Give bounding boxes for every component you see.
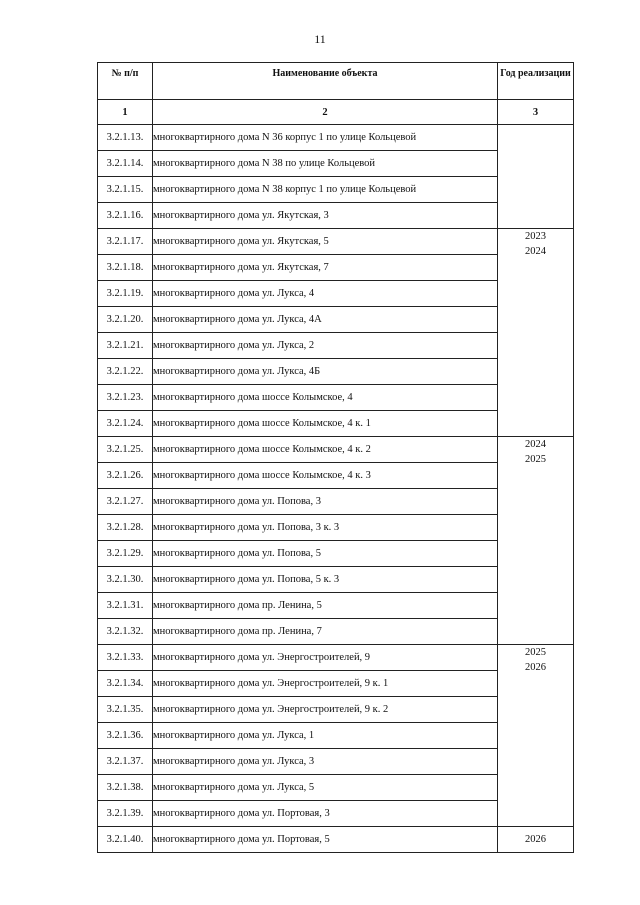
column-number-2: 2 — [153, 100, 498, 125]
row-number: 3.2.1.39. — [98, 801, 153, 827]
row-number: 3.2.1.13. — [98, 125, 153, 151]
object-name: многоквартирного дома ул. Портовая, 3 — [153, 801, 498, 827]
year-cell — [498, 437, 574, 645]
year-cell — [498, 645, 574, 827]
year-value: 2026 — [525, 834, 546, 845]
object-name: многоквартирного дома ул. Энергостроителей, 9 — [153, 645, 498, 671]
table-row — [98, 827, 574, 853]
header-row — [98, 63, 574, 100]
row-number: 3.2.1.35. — [98, 697, 153, 723]
row-number: 3.2.1.23. — [98, 385, 153, 411]
object-name: многоквартирного дома ул. Якутская, 5 — [153, 229, 498, 255]
object-name: многоквартирного дома ул. Лукса, 2 — [153, 333, 498, 359]
header-object-name: Наименование объекта — [153, 63, 498, 100]
row-number: 3.2.1.30. — [98, 567, 153, 593]
row-number: 3.2.1.15. — [98, 177, 153, 203]
year-cell — [498, 229, 574, 437]
object-name: многоквартирного дома ул. Попова, 5 к. 3 — [153, 567, 498, 593]
row-number: 3.2.1.31. — [98, 593, 153, 619]
table-body — [98, 125, 574, 853]
header-number: № п/п — [98, 63, 153, 100]
object-name: многоквартирного дома шоссе Колымское, 4 к. 2 — [153, 437, 498, 463]
row-number: 3.2.1.28. — [98, 515, 153, 541]
object-name: многоквартирного дома ул. Попова, 3 к. 3 — [153, 515, 498, 541]
object-name: многоквартирного дома пр. Ленина, 7 — [153, 619, 498, 645]
object-name: многоквартирного дома ул. Лукса, 4Б — [153, 359, 498, 385]
table-row — [98, 437, 574, 463]
row-number: 3.2.1.27. — [98, 489, 153, 515]
row-number: 3.2.1.14. — [98, 151, 153, 177]
object-name: многоквартирного дома ул. Портовая, 5 — [153, 827, 498, 853]
year-cell — [498, 827, 574, 853]
row-number: 3.2.1.16. — [98, 203, 153, 229]
column-numbers-row — [98, 100, 574, 125]
page-number: 11 — [314, 32, 326, 46]
object-name: многоквартирного дома ул. Якутская, 7 — [153, 255, 498, 281]
row-number: 3.2.1.24. — [98, 411, 153, 437]
object-name: многоквартирного дома N 38 по улице Кольцевой — [153, 151, 498, 177]
object-name: многоквартирного дома ул. Попова, 3 — [153, 489, 498, 515]
row-number: 3.2.1.36. — [98, 723, 153, 749]
row-number: 3.2.1.38. — [98, 775, 153, 801]
row-number: 3.2.1.18. — [98, 255, 153, 281]
row-number: 3.2.1.25. — [98, 437, 153, 463]
row-number: 3.2.1.20. — [98, 307, 153, 333]
year-value: 2024 — [525, 439, 546, 450]
object-name: многоквартирного дома N 38 корпус 1 по улице Кольцевой — [153, 177, 498, 203]
object-name: многоквартирного дома ул. Попова, 5 — [153, 541, 498, 567]
row-number: 3.2.1.21. — [98, 333, 153, 359]
column-number-3: 3 — [498, 100, 574, 125]
object-name: многоквартирного дома ул. Лукса, 3 — [153, 749, 498, 775]
row-number: 3.2.1.33. — [98, 645, 153, 671]
object-name: многоквартирного дома ул. Энергостроителей, 9 к. 2 — [153, 697, 498, 723]
object-name: многоквартирного дома шоссе Колымское, 4 к. 1 — [153, 411, 498, 437]
row-number: 3.2.1.19. — [98, 281, 153, 307]
year-value: 2025 — [525, 454, 546, 465]
row-number: 3.2.1.26. — [98, 463, 153, 489]
object-name: многоквартирного дома ул. Лукса, 4А — [153, 307, 498, 333]
object-name: многоквартирного дома ул. Лукса, 1 — [153, 723, 498, 749]
year-value: 2026 — [525, 662, 546, 673]
object-name: многоквартирного дома пр. Ленина, 5 — [153, 593, 498, 619]
object-name: многоквартирного дома шоссе Колымское, 4 — [153, 385, 498, 411]
row-number: 3.2.1.37. — [98, 749, 153, 775]
object-name: многоквартирного дома N 36 корпус 1 по улице Кольцевой — [153, 125, 498, 151]
row-number: 3.2.1.29. — [98, 541, 153, 567]
year-value: 2024 — [525, 246, 546, 257]
objects-table — [97, 62, 574, 853]
table-row — [98, 645, 574, 671]
year-value: 2025 — [525, 647, 546, 658]
row-number: 3.2.1.40. — [98, 827, 153, 853]
object-name: многоквартирного дома шоссе Колымское, 4 к. 3 — [153, 463, 498, 489]
header-year: Год реализации — [498, 63, 574, 100]
table-row — [98, 125, 574, 151]
year-cell — [498, 125, 574, 229]
row-number: 3.2.1.22. — [98, 359, 153, 385]
column-number-1: 1 — [98, 100, 153, 125]
row-number: 3.2.1.17. — [98, 229, 153, 255]
object-name: многоквартирного дома ул. Лукса, 5 — [153, 775, 498, 801]
row-number: 3.2.1.34. — [98, 671, 153, 697]
object-name: многоквартирного дома ул. Якутская, 3 — [153, 203, 498, 229]
year-value: 2023 — [525, 231, 546, 242]
object-name: многоквартирного дома ул. Лукса, 4 — [153, 281, 498, 307]
table-row — [98, 229, 574, 255]
object-name: многоквартирного дома ул. Энергостроителей, 9 к. 1 — [153, 671, 498, 697]
row-number: 3.2.1.32. — [98, 619, 153, 645]
